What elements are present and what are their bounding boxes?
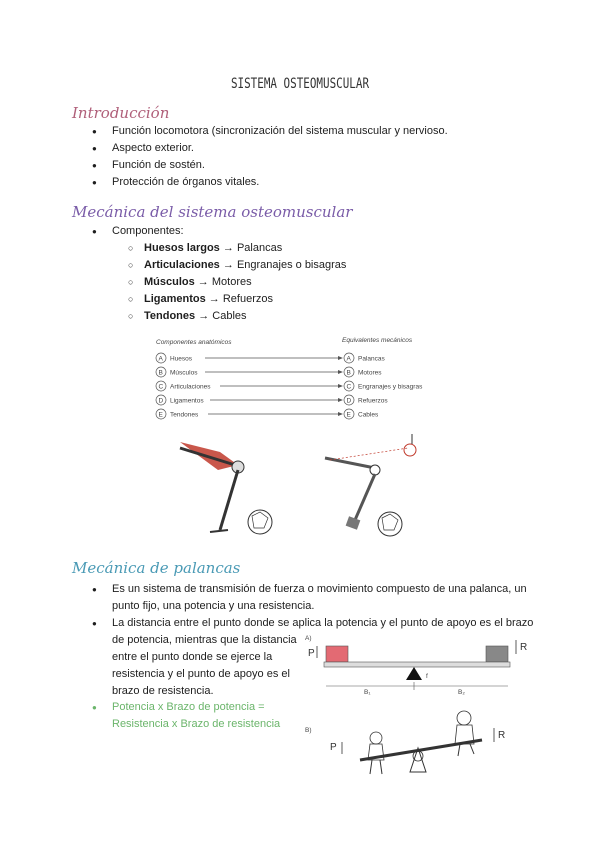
- svg-text:B₁: B₁: [364, 689, 371, 696]
- svg-text:Palancas: Palancas: [358, 355, 385, 363]
- svg-text:Cables: Cables: [358, 411, 379, 419]
- palancas-list: [92, 581, 532, 615]
- formula-continued: Resistencia x Brazo de resistencia: [112, 718, 281, 730]
- list-item: ○ Articulaciones → Engranajes o bisagras: [128, 257, 346, 274]
- svg-text:A: A: [158, 355, 163, 363]
- svg-text:B: B: [346, 369, 351, 377]
- list-item: ● Es un sistema de transmisión de fuerza o movimiento compuesto de una palanca, un punto fijo, una potencia y una resistencia.: [92, 581, 532, 615]
- svg-text:B₂: B₂: [458, 689, 465, 696]
- svg-text:E: E: [158, 411, 163, 419]
- palancas-heading: Mecánica de palancas: [72, 559, 241, 577]
- components-sublist: [128, 240, 346, 325]
- svg-text:B: B: [158, 369, 163, 377]
- figure-left-header: Componentes anatómicos: [156, 339, 232, 346]
- svg-text:Tendones: Tendones: [170, 411, 199, 419]
- svg-text:B): B): [305, 727, 312, 734]
- svg-text:Huesos: Huesos: [170, 355, 193, 363]
- page-title: SISTEMA OSTEOMUSCULAR: [230, 76, 370, 92]
- list-item: ○ Huesos largos → Palancas: [128, 240, 346, 257]
- svg-text:Refuerzos: Refuerzos: [358, 397, 388, 405]
- svg-text:Engranajes y bisagras: Engranajes y bisagras: [358, 383, 423, 391]
- list-item: ● Aspecto exterior.: [92, 140, 448, 157]
- list-item: ○ Músculos → Motores: [128, 274, 346, 291]
- palancas-list-2: [92, 615, 537, 632]
- svg-text:C: C: [346, 383, 352, 391]
- list-item: ● Función locomotora (sincronización del sistema muscular y nervioso.: [92, 123, 448, 140]
- intro-heading: Introducción: [72, 104, 170, 122]
- formula-list: [92, 699, 265, 716]
- list-item: ○ Ligamentos → Refuerzos: [128, 291, 346, 308]
- svg-text:Motores: Motores: [358, 369, 382, 377]
- paragraph-continued: de potencia, mientras que la distancia entre el punto donde se ejerce la resistencia y el punto de apoyo es el brazo de resistencia.: [112, 634, 297, 697]
- svg-text:E: E: [346, 411, 351, 419]
- intro-list: [92, 123, 448, 191]
- svg-text:D: D: [346, 397, 352, 405]
- lever-diagram: [302, 632, 534, 782]
- list-item: ● Protección de órganos vitales.: [92, 174, 448, 191]
- svg-text:f: f: [426, 673, 428, 680]
- svg-text:Músculos: Músculos: [170, 369, 198, 377]
- svg-text:A: A: [346, 355, 351, 363]
- svg-text:Ligamentos: Ligamentos: [170, 397, 204, 405]
- svg-text:C: C: [158, 383, 164, 391]
- svg-text:R: R: [520, 642, 528, 653]
- svg-text:D: D: [158, 397, 164, 405]
- svg-text:Articulaciones: Articulaciones: [170, 383, 211, 391]
- svg-text:P: P: [330, 742, 337, 753]
- list-item: ● Función de sostén.: [92, 157, 448, 174]
- svg-text:A): A): [305, 635, 312, 642]
- svg-text:R: R: [498, 730, 506, 741]
- componentes-label: ● Componentes:: [92, 223, 184, 240]
- figure-right-header: Equivalentes mecánicos: [342, 337, 413, 344]
- mecanica-heading: Mecánica del sistema osteomuscular: [72, 203, 353, 221]
- list-item: ● La distancia entre el punto donde se aplica la potencia y el punto de apoyo es el brazo: [92, 615, 537, 632]
- anatomy-mechanics-figure: [150, 330, 450, 540]
- list-item: ○ Tendones → Cables: [128, 308, 346, 325]
- svg-text:P: P: [308, 648, 315, 659]
- formula: ● Potencia x Brazo de potencia =: [92, 699, 265, 716]
- componentes-list: [92, 223, 184, 240]
